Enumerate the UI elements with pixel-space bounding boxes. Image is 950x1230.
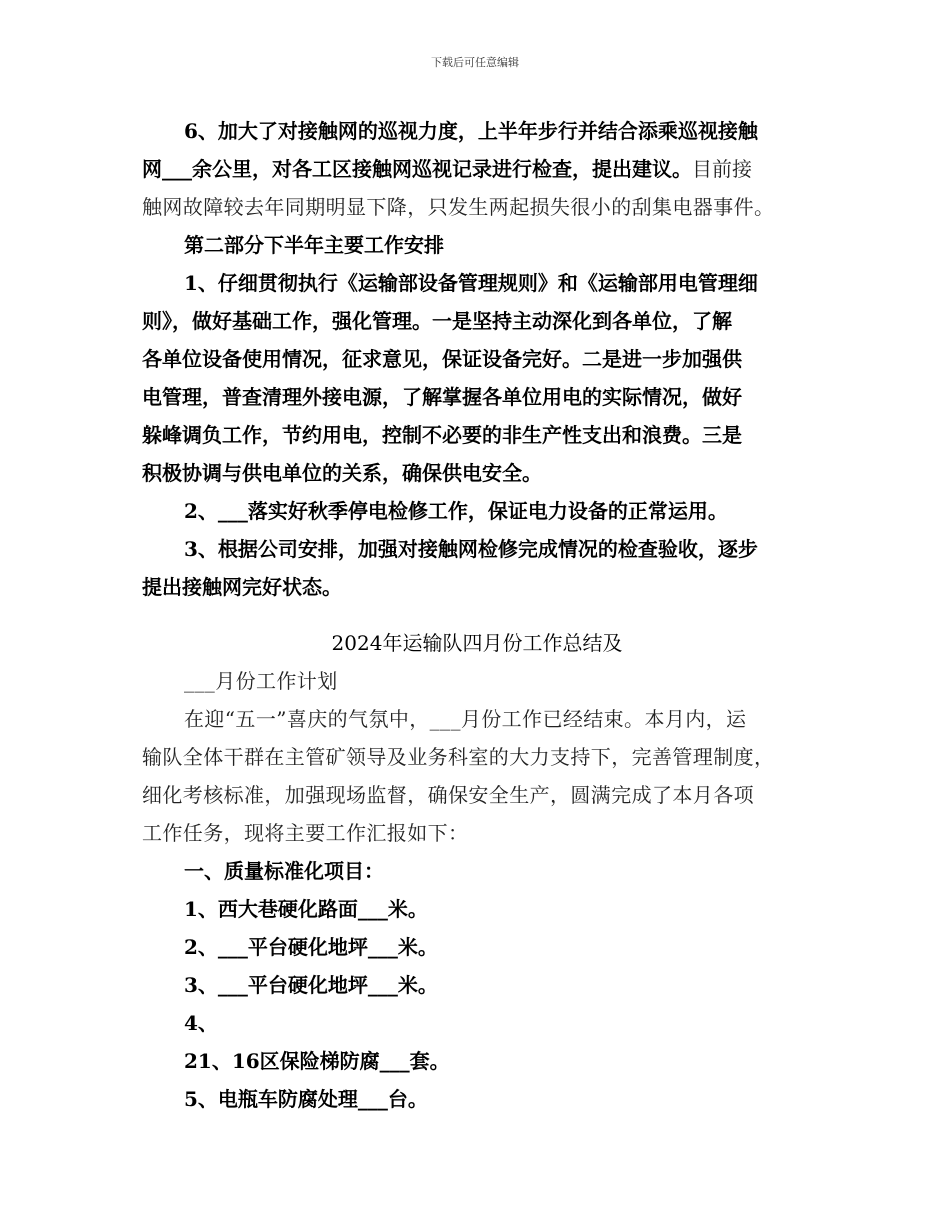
section-heading-part2: 第二部分下半年主要工作安排 — [184, 233, 444, 257]
paragraph-p2-item2: 2、___落实好秋季停电检修工作，保证电力设备的正常运用。 — [184, 499, 728, 523]
page-header: 下载后可任意编辑 — [431, 56, 519, 69]
paragraph-intro-line3: 细化考核标准，加强现场监督，确保安全生产，圆满完成了本月各项 — [142, 783, 754, 807]
list-item: 1、西大巷硬化路面___米。 — [184, 897, 428, 921]
document-subtitle: ___月份工作计划 — [184, 669, 338, 693]
paragraph-item6-line1: 6、加大了对接触网的巡视力度，上半年步行并结合添乘巡视接触 — [184, 119, 758, 143]
paragraph-intro-line1: 在迎“五一”喜庆的气氛中，___月份工作已经结束。本月内，运 — [184, 707, 747, 731]
document-title: 2024年运输队四月份工作总结及 — [331, 631, 623, 655]
item6-line2-normal-text: 目前接 — [692, 157, 752, 181]
paragraph-intro-line4: 工作任务，现将主要工作汇报如下： — [142, 821, 469, 845]
list-item: 21、16区保险梯防腐___套。 — [184, 1049, 450, 1073]
document-body — [142, 112, 812, 1118]
paragraph-p2-item1-line1: 1、仔细贯彻执行《运输部设备管理规则》和《运输部用电管理细 — [184, 271, 758, 295]
list-item: 2、___平台硬化地坪___米。 — [184, 935, 438, 959]
paragraph-intro-line2: 输队全体干群在主管矿领导及业务科室的大力支持下，完善管理制度， — [142, 745, 775, 769]
paragraph-p2-item1-line5: 躲峰调负工作，节约用电，控制不必要的非生产性支出和浪费。三是 — [142, 423, 742, 447]
list-item: 5、电瓶车防腐处理___台。 — [184, 1087, 428, 1111]
paragraph-p2-item1-line3: 各单位设备使用情况，征求意见，保证设备完好。二是进一步加强供 — [142, 347, 742, 371]
paragraph-p2-item3-line1: 3、根据公司安排，加强对接触网检修完成情况的检查验收，逐步 — [184, 537, 758, 561]
paragraph-p2-item1-line2: 则》，做好基础工作，强化管理。一是坚持主动深化到各单位，了解 — [142, 309, 732, 333]
paragraph-p2-item3-line2: 提出接触网完好状态。 — [142, 575, 342, 599]
paragraph-p2-item1-line6: 积极协调与供电单位的关系，确保供电安全。 — [142, 461, 542, 485]
paragraph-item6-line3: 触网故障较去年同期明显下降，只发生两起损失很小的刮集电器事件。 — [142, 195, 775, 219]
paragraph-p2-item1-line4: 电管理，普查清理外接电源，了解掌握各单位用电的实际情况，做好 — [142, 385, 742, 409]
list-item: 4、 — [184, 1011, 218, 1035]
list-item: 3、___平台硬化地坪___米。 — [184, 973, 438, 997]
paragraph-item6-line2 — [142, 150, 812, 188]
item6-line2-bold-text: 网___余公里，对各工区接触网巡视记录进行检查，提出建议。 — [142, 157, 692, 181]
section-heading-quality: 一、质量标准化项目： — [184, 859, 384, 883]
